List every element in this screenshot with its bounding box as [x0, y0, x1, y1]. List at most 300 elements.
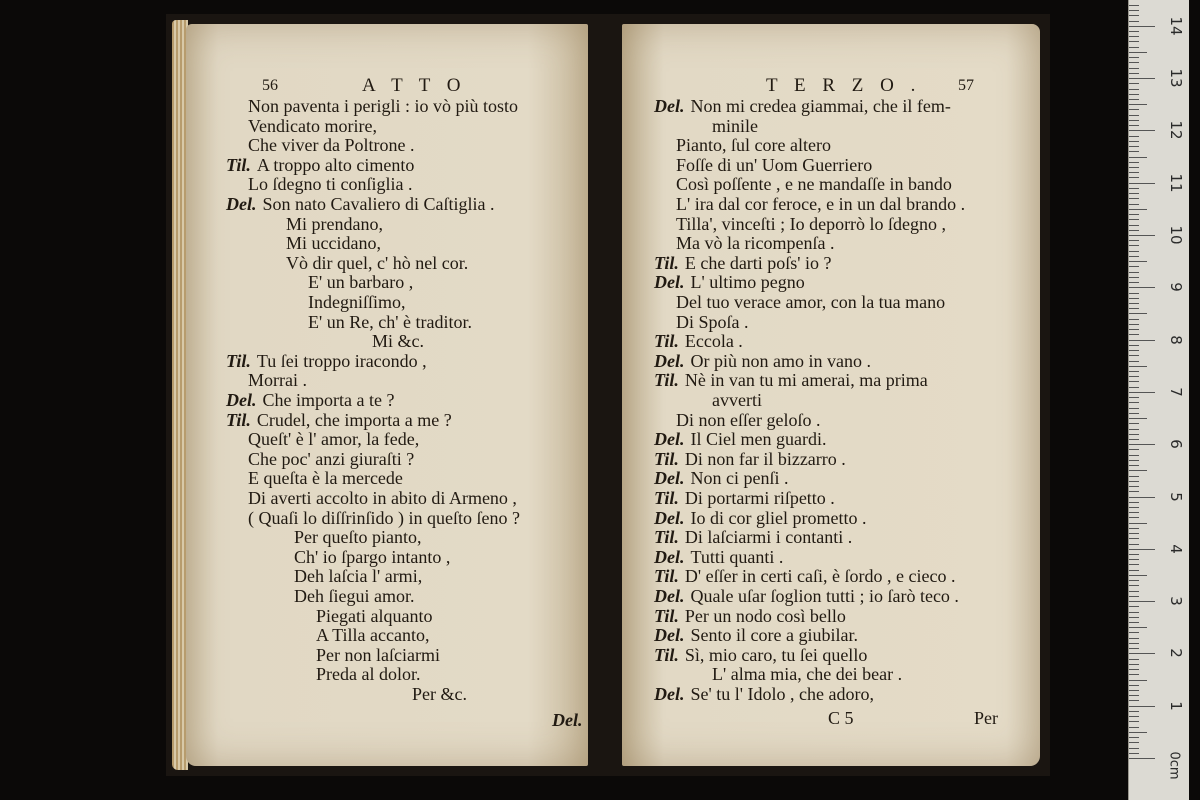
verse-text: Che viver da Poltrone . [248, 135, 415, 156]
verse-text: Per &c. [412, 684, 467, 704]
verse-text: minile [712, 115, 758, 136]
right-running-head: T E R Z O . [766, 75, 922, 96]
verse-text: Pianto, ſul core altero [676, 135, 831, 156]
text-line [676, 312, 749, 332]
ruler-tick [1129, 575, 1147, 576]
ruler-number: 11 [1167, 173, 1185, 193]
verse-text: Di averti accolto in abito di Armeno , [248, 488, 517, 508]
text-line [248, 116, 377, 136]
right-folio: 57 [958, 77, 974, 94]
speaker-label: Til. [654, 252, 679, 273]
ruler-tick [1129, 109, 1139, 110]
verse-text: Non paventa i perigli : io vò più tosto [248, 96, 518, 116]
ruler-tick [1129, 104, 1147, 105]
ruler-tick [1129, 627, 1147, 628]
text-line [248, 96, 518, 116]
text-line [286, 214, 383, 234]
ruler-tick [1129, 99, 1139, 100]
ruler-tick [1129, 564, 1139, 565]
ruler-tick [1129, 387, 1139, 388]
speaker-label: Til. [654, 644, 679, 665]
verse-text: D' eſſer in certi caſi, è ſordo , e cieco . [684, 566, 956, 587]
verse-text: E queſta è la mercede [248, 468, 403, 489]
text-line [286, 233, 381, 253]
ruler-number: 2 [1167, 648, 1185, 659]
ruler-tick [1129, 580, 1139, 581]
right-page [622, 24, 1040, 766]
text-line [654, 449, 846, 469]
text-line [676, 174, 952, 194]
verse-text: Crudel, che importa a me ? [256, 409, 452, 430]
ruler-tick [1129, 57, 1139, 58]
verse-text: Tutti quanti . [690, 546, 784, 567]
verse-text: Morrai . [248, 370, 307, 391]
text-line [248, 135, 414, 155]
verse-text: Di portarmi riſpetto . [684, 488, 835, 508]
text-line [654, 272, 805, 292]
ruler-tick [1129, 193, 1139, 194]
ruler-tick [1129, 293, 1139, 294]
ruler-tick [1129, 251, 1139, 252]
ruler-tick [1129, 486, 1139, 487]
ruler-tick [1129, 26, 1155, 27]
ruler-tick [1129, 340, 1155, 341]
ruler-tick [1129, 303, 1139, 304]
ruler-tick [1129, 198, 1139, 199]
verse-text: Non ci penſi . [690, 468, 789, 489]
verse-text: Mi uccidano, [286, 233, 381, 254]
measuring-ruler [1128, 0, 1189, 800]
text-line [654, 508, 866, 528]
ruler-tick [1129, 47, 1139, 48]
ruler-tick [1129, 345, 1139, 346]
text-line [372, 331, 424, 351]
ruler-number: 6 [1167, 439, 1185, 449]
text-line [294, 586, 414, 606]
text-line [712, 664, 902, 684]
ruler-tick [1129, 219, 1139, 220]
text-line [676, 155, 872, 175]
text-line [676, 233, 834, 253]
ruler-tick [1129, 695, 1139, 696]
speaker-label: Del. [654, 507, 685, 528]
text-line [654, 96, 951, 116]
ruler-tick [1129, 125, 1139, 126]
ruler-tick [1129, 742, 1139, 743]
ruler-tick [1129, 685, 1139, 686]
ruler-tick [1129, 266, 1139, 267]
speaker-label: Til. [654, 370, 679, 391]
verse-text: Ch' io ſpargo intanto , [294, 546, 451, 567]
ruler-tick [1129, 549, 1155, 550]
text-line [294, 566, 422, 586]
text-line [654, 566, 955, 586]
ruler-tick [1129, 638, 1139, 639]
text-line [316, 606, 432, 626]
verse-text: Del tuo verace amor, con la tua mano [676, 292, 946, 312]
text-line [676, 194, 965, 214]
ruler-number: 8 [1167, 334, 1185, 345]
verse-text: L' ira dal cor feroce, e in un dal brando . [676, 194, 966, 214]
ruler-tick [1129, 245, 1139, 246]
text-line [654, 684, 874, 704]
text-line [316, 664, 420, 684]
verse-text: E' un Re, ch' è traditor. [308, 311, 472, 332]
ruler-tick [1129, 115, 1139, 116]
speaker-label: Del. [226, 194, 257, 214]
ruler-tick [1129, 669, 1139, 670]
left-catchword: Del. [552, 710, 583, 730]
verse-text: Indegniſſimo, [308, 292, 406, 312]
speaker-label: Til. [654, 331, 679, 352]
text-line [308, 312, 472, 332]
ruler-tick [1129, 413, 1139, 414]
ruler-tick [1129, 157, 1147, 158]
ruler-tick [1129, 36, 1139, 37]
ruler-tick [1129, 235, 1155, 236]
verse-text: Ma vò la ricompenſa . [676, 233, 835, 254]
ruler-tick [1129, 737, 1139, 738]
verse-text: A troppo alto cimento [256, 154, 415, 175]
ruler-tick [1129, 272, 1139, 273]
ruler-tick [1129, 502, 1139, 503]
verse-text: L' ultimo pegno [690, 272, 805, 293]
verse-text: Se' tu l' Idolo , che adoro, [690, 684, 874, 704]
ruler-tick [1129, 690, 1139, 691]
ruler-tick [1129, 230, 1139, 231]
speaker-label: Del. [654, 350, 685, 371]
ruler-tick [1129, 361, 1139, 362]
ruler-tick [1129, 282, 1139, 283]
text-line [654, 468, 788, 488]
text-line [654, 527, 852, 547]
text-line [308, 272, 413, 292]
text-line [226, 155, 414, 175]
ruler-number: 3 [1167, 596, 1185, 606]
text-line [294, 527, 421, 547]
speaker-label: Til. [654, 605, 679, 626]
ruler-tick [1129, 617, 1139, 618]
verse-text: Queſt' è l' amor, la fede, [248, 429, 420, 450]
ruler-tick [1129, 444, 1155, 445]
speaker-label: Til. [226, 409, 251, 430]
verse-text: Tilla', vinceſti ; Io deporrò lo ſdegno , [676, 213, 947, 234]
ruler-tick [1129, 381, 1139, 382]
text-line [676, 292, 945, 312]
ruler-tick [1129, 680, 1147, 681]
speaker-label: Del. [654, 625, 685, 646]
text-line [654, 547, 783, 567]
ruler-number: 4 [1167, 544, 1185, 554]
ruler-tick [1129, 183, 1155, 184]
text-line [712, 390, 762, 410]
ruler-tick [1129, 68, 1139, 69]
ruler-tick [1129, 313, 1147, 314]
verse-text: Piegati alquanto [316, 605, 433, 626]
ruler-tick [1129, 41, 1139, 42]
ruler-tick [1129, 538, 1139, 539]
ruler-tick [1129, 758, 1155, 759]
text-line [226, 390, 394, 410]
speaker-label: Del. [654, 586, 685, 606]
text-line [316, 625, 430, 645]
ruler-number: 9 [1167, 282, 1185, 293]
ruler-tick [1129, 721, 1139, 722]
ruler-tick [1129, 329, 1139, 330]
left-running-head: A T T O [362, 75, 467, 96]
ruler-tick [1129, 423, 1139, 424]
ruler-tick [1129, 711, 1139, 712]
text-line [654, 625, 858, 645]
text-line [676, 410, 820, 430]
speaker-label: Til. [226, 350, 251, 371]
verse-text: Vò dir quel, c' hò nel cor. [286, 252, 469, 273]
ruler-tick [1129, 62, 1139, 63]
text-line [248, 488, 517, 508]
verse-text: Non mi credea giammai, che il fem- [690, 96, 951, 116]
ruler-tick [1129, 261, 1147, 262]
text-line [676, 135, 831, 155]
ruler-tick [1129, 460, 1139, 461]
ruler-tick [1129, 512, 1139, 513]
text-line [676, 214, 946, 234]
ruler-tick [1129, 366, 1147, 367]
speaker-label: Del. [654, 272, 685, 293]
ruler-tick [1129, 523, 1147, 524]
verse-text: Quale uſar ſoglion tutti ; io ſarò teco . [690, 586, 959, 606]
text-line [248, 508, 520, 528]
verse-text: avverti [712, 390, 762, 410]
ruler-tick [1129, 78, 1155, 79]
ruler-number: 14 [1167, 16, 1185, 36]
ruler-tick [1129, 622, 1139, 623]
verse-text: Di Spoſa . [676, 311, 749, 332]
verse-text: Mi prendano, [286, 213, 383, 234]
ruler-tick [1129, 120, 1139, 121]
ruler-tick [1129, 706, 1155, 707]
text-line [248, 449, 414, 469]
ruler-tick [1129, 319, 1139, 320]
ruler-tick [1129, 371, 1139, 372]
ruler-unit: 0cm [1166, 751, 1182, 780]
ruler-tick [1129, 648, 1139, 649]
ruler-tick [1129, 287, 1155, 288]
ruler-tick [1129, 659, 1139, 660]
ruler-number: 1 [1167, 700, 1185, 711]
verse-text: Di laſciarmi i contanti . [684, 527, 853, 548]
text-line [654, 370, 928, 390]
ruler-tick [1129, 277, 1139, 278]
verse-text: Tu ſei troppo iracondo , [256, 350, 427, 371]
ruler-number: 5 [1167, 491, 1185, 502]
ruler-tick [1129, 5, 1139, 6]
ruler-tick [1129, 455, 1139, 456]
verse-text: Per queſto pianto, [294, 527, 422, 548]
speaker-label: Til. [226, 154, 251, 175]
ruler-tick [1129, 298, 1139, 299]
ruler-tick [1129, 674, 1139, 675]
ruler-tick [1129, 643, 1139, 644]
text-line [654, 606, 846, 626]
ruler-tick [1129, 596, 1139, 597]
verse-text: Per non laſciarmi [316, 644, 440, 665]
ruler-tick [1129, 130, 1155, 131]
text-line [412, 684, 467, 704]
verse-text: Deh laſcia l' armi, [294, 566, 423, 587]
ruler-tick [1129, 449, 1139, 450]
speaker-label: Til. [654, 448, 679, 469]
ruler-tick [1129, 162, 1139, 163]
ruler-tick [1129, 497, 1155, 498]
verse-text: A Tilla accanto, [316, 625, 430, 646]
ruler-tick [1129, 732, 1147, 733]
ruler-tick [1129, 146, 1139, 147]
ruler-tick [1129, 601, 1155, 602]
verse-text: L' alma mia, che dei bear . [712, 664, 903, 685]
speaker-label: Del. [654, 684, 685, 704]
ruler-tick [1129, 167, 1139, 168]
ruler-tick [1129, 716, 1139, 717]
verse-text: Foſſe di un' Uom Guerriero [676, 154, 873, 175]
ruler-tick [1129, 392, 1155, 393]
verse-text: Che poc' anzi giuraſti ? [248, 448, 415, 469]
verse-text: Nè in van tu mi amerai, ma prima [684, 370, 928, 391]
ruler-tick [1129, 418, 1147, 419]
text-line [654, 253, 832, 273]
text-line [248, 468, 403, 488]
text-line [294, 547, 450, 567]
ruler-number: 13 [1167, 68, 1185, 88]
verse-text: Così poſſente , e ne mandaſſe in bando [676, 174, 952, 195]
text-line [654, 645, 867, 665]
ruler-tick [1129, 507, 1139, 508]
ruler-tick [1129, 402, 1139, 403]
ruler-tick [1129, 397, 1139, 398]
ruler-tick [1129, 753, 1139, 754]
verse-text: Son nato Cavaliero di Caſtiglia . [262, 194, 495, 214]
ruler-tick [1129, 177, 1139, 178]
text-line [308, 292, 406, 312]
signature-mark: C 5 [828, 708, 854, 728]
ruler-tick [1129, 256, 1139, 257]
text-line [316, 645, 440, 665]
ruler-number: 7 [1167, 387, 1185, 397]
ruler-tick [1129, 533, 1139, 534]
ruler-tick [1129, 188, 1139, 189]
ruler-tick [1129, 10, 1139, 11]
ruler-tick [1129, 481, 1139, 482]
ruler-number: 10 [1167, 225, 1185, 245]
ruler-tick [1129, 653, 1155, 654]
ruler-tick [1129, 73, 1139, 74]
ruler-tick [1129, 554, 1139, 555]
ruler-number: 12 [1167, 120, 1185, 140]
ruler-tick [1129, 350, 1139, 351]
text-line [286, 253, 468, 273]
ruler-tick [1129, 376, 1139, 377]
ruler-tick [1129, 570, 1139, 571]
verse-text: Io di cor gliel prometto . [690, 507, 867, 528]
ruler-tick [1129, 141, 1139, 142]
text-line [712, 116, 758, 136]
ruler-tick [1129, 465, 1139, 466]
verse-text: Mi &c. [372, 331, 424, 352]
speaker-label: Til. [654, 527, 679, 548]
right-catchword: Per [974, 708, 998, 728]
verse-text: Per un nodo così bello [684, 605, 846, 626]
verse-text: Di non far il bizzarro . [684, 448, 846, 469]
text-line [654, 331, 743, 351]
ruler-tick [1129, 355, 1139, 356]
verse-text: Preda al dolor. [316, 664, 421, 685]
ruler-tick [1129, 308, 1139, 309]
text-line [248, 174, 412, 194]
text-line [248, 370, 307, 390]
ruler-tick [1129, 491, 1139, 492]
text-line [226, 351, 427, 371]
ruler-tick [1129, 334, 1139, 335]
ruler-tick [1129, 528, 1139, 529]
ruler-tick [1129, 204, 1139, 205]
text-line [248, 429, 419, 449]
speaker-label: Del. [654, 546, 685, 567]
verse-text: E' un barbaro , [308, 272, 414, 293]
ruler-tick [1129, 439, 1139, 440]
ruler-tick [1129, 559, 1139, 560]
ruler-tick [1129, 612, 1139, 613]
text-line [226, 410, 452, 430]
verse-text: Sento il core a giubilar. [690, 625, 858, 646]
ruler-tick [1129, 632, 1139, 633]
ruler-tick [1129, 727, 1139, 728]
ruler-tick [1129, 214, 1139, 215]
ruler-tick [1129, 585, 1139, 586]
speaker-label: Til. [654, 566, 679, 587]
ruler-tick [1129, 748, 1139, 749]
ruler-tick [1129, 517, 1139, 518]
ruler-tick [1129, 21, 1139, 22]
speaker-label: Del. [654, 429, 685, 450]
text-line [226, 194, 494, 214]
left-folio: 56 [262, 77, 278, 94]
verse-text: Or più non amo in vano . [690, 350, 871, 371]
text-line [654, 586, 959, 606]
verse-text: Che importa a te ? [262, 390, 395, 410]
ruler-tick [1129, 429, 1139, 430]
ruler-tick [1129, 83, 1139, 84]
ruler-tick [1129, 324, 1139, 325]
ruler-tick [1129, 52, 1147, 53]
verse-text: Eccola . [684, 331, 743, 352]
verse-text: ( Quaſi lo diſſrinſido ) in queſto ſeno ? [248, 507, 520, 528]
verse-text: Lo ſdegno ti conſiglia . [248, 174, 413, 195]
text-line [654, 351, 871, 371]
verse-text: Sì, mio caro, tu ſei quello [684, 644, 868, 665]
ruler-tick [1129, 172, 1139, 173]
verse-text: E che darti poſs' io ? [684, 252, 832, 273]
ruler-tick [1129, 408, 1139, 409]
ruler-tick [1129, 434, 1139, 435]
verse-text: Vendicato morire, [248, 115, 377, 136]
verse-text: Di non eſſer geloſo . [676, 409, 821, 430]
ruler-tick [1129, 544, 1139, 545]
speaker-label: Del. [654, 96, 685, 116]
verse-text: Il Ciel men guardi. [690, 429, 827, 450]
text-line [654, 429, 826, 449]
ruler-tick [1129, 700, 1139, 701]
ruler-tick [1129, 225, 1139, 226]
ruler-tick [1129, 136, 1139, 137]
